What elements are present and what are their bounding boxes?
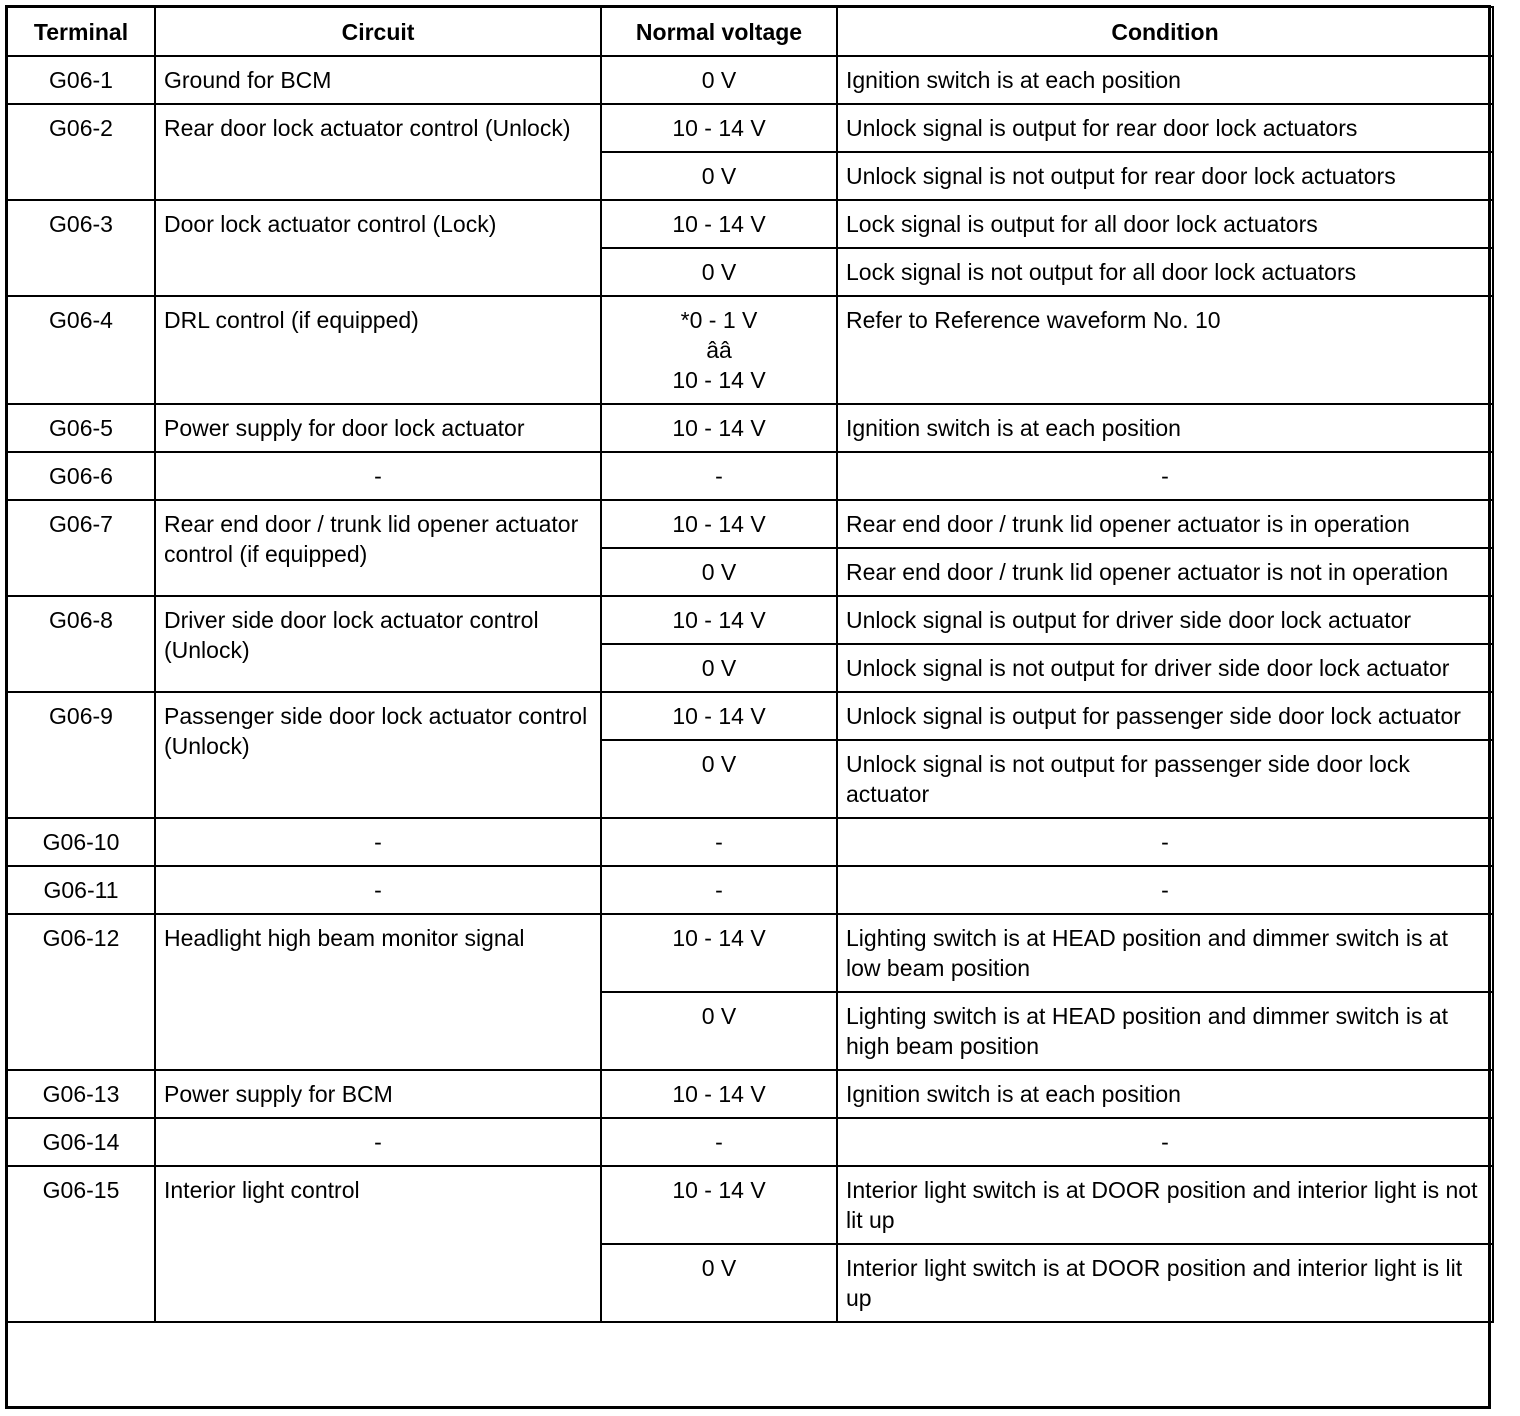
condition-cell: Lighting switch is at HEAD position and dimmer switch is at high beam position [837, 992, 1493, 1070]
header-row [7, 7, 1493, 56]
terminal-cell: G06-11 [7, 866, 155, 914]
condition-cell: - [837, 452, 1493, 500]
circuit-cell: Rear door lock actuator control (Unlock) [155, 104, 601, 200]
table-body [7, 56, 1493, 1322]
circuit-cell: - [155, 1118, 601, 1166]
terminal-cell: G06-4 [7, 296, 155, 404]
voltage-cell: - [601, 1118, 837, 1166]
terminal-cell: G06-3 [7, 200, 155, 296]
header-terminal: Terminal [7, 7, 155, 56]
table-row [7, 914, 1493, 992]
condition-cell: Lock signal is not output for all door lock actuators [837, 248, 1493, 296]
condition-cell: Rear end door / trunk lid opener actuator is not in operation [837, 548, 1493, 596]
condition-cell: Rear end door / trunk lid opener actuator is in operation [837, 500, 1493, 548]
terminal-cell: G06-1 [7, 56, 155, 104]
voltage-cell: 0 V [601, 992, 837, 1070]
circuit-cell: Headlight high beam monitor signal [155, 914, 601, 1070]
terminal-cell: G06-7 [7, 500, 155, 596]
terminal-voltage-table [6, 6, 1494, 1323]
condition-cell: Lighting switch is at HEAD position and dimmer switch is at low beam position [837, 914, 1493, 992]
voltage-cell: 0 V [601, 1244, 837, 1322]
terminal-cell: G06-14 [7, 1118, 155, 1166]
condition-cell: Unlock signal is not output for rear door lock actuators [837, 152, 1493, 200]
table-row [7, 404, 1493, 452]
circuit-cell: - [155, 866, 601, 914]
circuit-cell: Power supply for BCM [155, 1070, 601, 1118]
circuit-cell: Power supply for door lock actuator [155, 404, 601, 452]
table-row [7, 596, 1493, 644]
voltage-cell: 10 - 14 V [601, 104, 837, 152]
voltage-cell: 10 - 14 V [601, 596, 837, 644]
terminal-cell: G06-10 [7, 818, 155, 866]
condition-cell: Unlock signal is not output for passenger side door lock actuator [837, 740, 1493, 818]
table-row [7, 866, 1493, 914]
table-row [7, 1166, 1493, 1244]
circuit-cell: Driver side door lock actuator control (Unlock) [155, 596, 601, 692]
terminal-cell: G06-12 [7, 914, 155, 1070]
header-circuit: Circuit [155, 7, 601, 56]
condition-cell: Unlock signal is output for passenger side door lock actuator [837, 692, 1493, 740]
voltage-cell: 0 V [601, 152, 837, 200]
voltage-cell: 10 - 14 V [601, 692, 837, 740]
terminal-cell: G06-13 [7, 1070, 155, 1118]
terminal-cell: G06-9 [7, 692, 155, 818]
voltage-cell: 10 - 14 V [601, 1070, 837, 1118]
voltage-line: ââ [706, 337, 732, 363]
header-condition: Condition [837, 7, 1493, 56]
terminal-cell: G06-15 [7, 1166, 155, 1322]
voltage-cell: 0 V [601, 56, 837, 104]
table-row [7, 500, 1493, 548]
circuit-cell: - [155, 818, 601, 866]
voltage-cell: 10 - 14 V [601, 914, 837, 992]
voltage-cell: 10 - 14 V [601, 404, 837, 452]
voltage-cell [601, 296, 837, 404]
condition-cell: Unlock signal is output for driver side door lock actuator [837, 596, 1493, 644]
circuit-cell: Ground for BCM [155, 56, 601, 104]
table-row [7, 200, 1493, 248]
voltage-cell: 10 - 14 V [601, 500, 837, 548]
circuit-cell: Door lock actuator control (Lock) [155, 200, 601, 296]
table-row [7, 692, 1493, 740]
condition-cell: Refer to Reference waveform No. 10 [837, 296, 1493, 404]
voltage-cell: - [601, 452, 837, 500]
table-row [7, 452, 1493, 500]
circuit-cell: - [155, 452, 601, 500]
voltage-cell: 0 V [601, 644, 837, 692]
voltage-line: *0 - 1 V [680, 307, 758, 333]
circuit-cell: Passenger side door lock actuator control (Unlock) [155, 692, 601, 818]
circuit-cell: Rear end door / trunk lid opener actuator control (if equipped) [155, 500, 601, 596]
condition-cell: - [837, 866, 1493, 914]
table-row [7, 104, 1493, 152]
condition-cell: - [837, 1118, 1493, 1166]
condition-cell: Interior light switch is at DOOR position and interior light is not lit up [837, 1166, 1493, 1244]
condition-cell: Interior light switch is at DOOR position and interior light is lit up [837, 1244, 1493, 1322]
voltage-cell: - [601, 866, 837, 914]
table-row [7, 1070, 1493, 1118]
voltage-cell: 10 - 14 V [601, 1166, 837, 1244]
condition-cell: Lock signal is output for all door lock actuators [837, 200, 1493, 248]
voltage-cell: 10 - 14 V [601, 200, 837, 248]
table-row [7, 1118, 1493, 1166]
circuit-cell: Interior light control [155, 1166, 601, 1322]
condition-cell: Ignition switch is at each position [837, 1070, 1493, 1118]
table-row [7, 818, 1493, 866]
voltage-cell: 0 V [601, 740, 837, 818]
table-row [7, 296, 1493, 404]
condition-cell: Unlock signal is output for rear door lock actuators [837, 104, 1493, 152]
table-row [7, 56, 1493, 104]
voltage-cell: 0 V [601, 548, 837, 596]
header-normal-voltage: Normal voltage [601, 7, 837, 56]
voltage-cell: 0 V [601, 248, 837, 296]
condition-cell: Ignition switch is at each position [837, 56, 1493, 104]
condition-cell: - [837, 818, 1493, 866]
terminal-cell: G06-8 [7, 596, 155, 692]
circuit-cell: DRL control (if equipped) [155, 296, 601, 404]
voltage-line: 10 - 14 V [672, 367, 766, 393]
condition-cell: Ignition switch is at each position [837, 404, 1493, 452]
condition-cell: Unlock signal is not output for driver side door lock actuator [837, 644, 1493, 692]
voltage-cell: - [601, 818, 837, 866]
terminal-cell: G06-5 [7, 404, 155, 452]
terminal-cell: G06-2 [7, 104, 155, 200]
terminal-cell: G06-6 [7, 452, 155, 500]
